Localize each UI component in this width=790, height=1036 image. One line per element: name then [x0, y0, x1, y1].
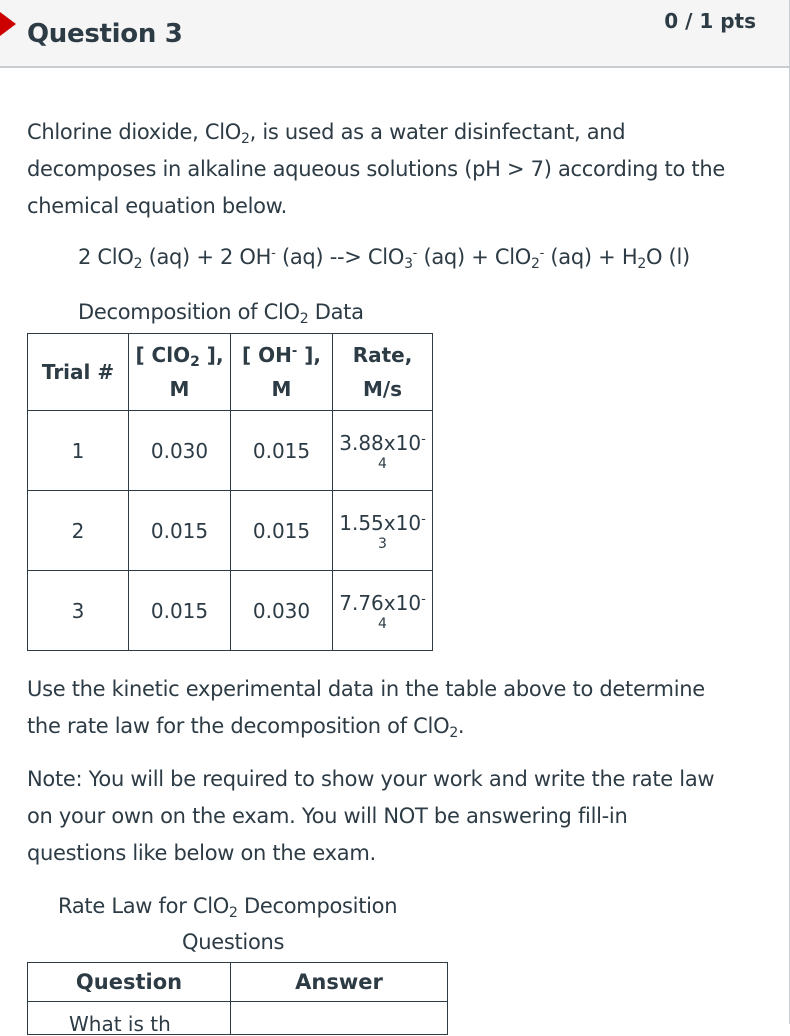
cell-rate: 1.55x10- 3 — [333, 491, 433, 571]
intro-line-2: decomposes in alkaline aqueous solutions (pH > 7) according to the — [27, 157, 725, 181]
header-trial: Trial # — [28, 334, 129, 411]
qa-question-cell: What is th — [28, 1002, 231, 1035]
cell-clo2: 0.015 — [129, 491, 231, 571]
cell-oh: 0.015 — [231, 411, 333, 491]
cell-trial: 1 — [28, 411, 129, 491]
intro-paragraph — [27, 114, 757, 225]
note-line-2: on your own on the exam. You will NOT be answering fill-in — [27, 804, 628, 828]
question-title: Question 3 — [27, 19, 183, 49]
qa-answer-cell[interactable] — [231, 1002, 448, 1035]
header-rate: Rate, M/s — [333, 334, 433, 411]
note-line-3: questions like below on the exam. — [27, 841, 376, 865]
cell-rate: 7.76x10- 4 — [333, 571, 433, 651]
qa-caption-line-2: Questions — [182, 930, 285, 954]
qa-header-row — [28, 963, 448, 1002]
cell-oh: 0.015 — [231, 491, 333, 571]
cell-clo2: 0.015 — [129, 571, 231, 651]
intro-line-3: chemical equation below. — [27, 194, 287, 218]
qa-header-question: Question — [28, 963, 231, 1002]
table-header-row — [28, 334, 433, 411]
instruction-paragraph — [27, 671, 757, 745]
cell-clo2: 0.030 — [129, 411, 231, 491]
chemical-equation: 2 ClO$_2$ (aq) + 2 OH- (aq) --> ClO$_3$- (aq) + ClO$_2$- $(aq) + H_2O$ (l) — [78, 245, 690, 272]
qa-caption: Rate Law for ClO$_2$ Decomposition — [58, 894, 398, 921]
note-line-1: Note: You will be required to show your work and write the rate law — [27, 767, 715, 791]
instruction-line-2: the rate law for the decomposition of ClO$_2$. — [27, 714, 465, 741]
question-header — [0, 0, 790, 68]
table-row — [28, 571, 433, 651]
qa-table — [27, 962, 448, 1035]
flag-icon[interactable] — [0, 12, 16, 36]
table-row — [28, 1002, 448, 1035]
cell-trial: 3 — [28, 571, 129, 651]
qa-header-answer: Answer — [231, 963, 448, 1002]
intro-line-1: Chlorine dioxide, ClO$_2$, is used as a water disinfectant, and — [27, 120, 626, 147]
table-row — [28, 491, 433, 571]
instruction-line-1: Use the kinetic experimental data in the table above to determine — [27, 677, 705, 701]
cell-oh: 0.030 — [231, 571, 333, 651]
table-caption: Decomposition of ClO$_2$ Data — [78, 300, 364, 327]
note-paragraph — [27, 761, 757, 872]
table-row — [28, 411, 433, 491]
header-oh: [ OH- ], M — [231, 334, 333, 411]
cell-rate: 3.88x10- 4 — [333, 411, 433, 491]
data-table — [27, 333, 433, 651]
points-score: 0 / 1 pts — [664, 9, 756, 33]
cell-trial: 2 — [28, 491, 129, 571]
header-clo2: [ ClO$_2$ ], M — [129, 334, 231, 411]
